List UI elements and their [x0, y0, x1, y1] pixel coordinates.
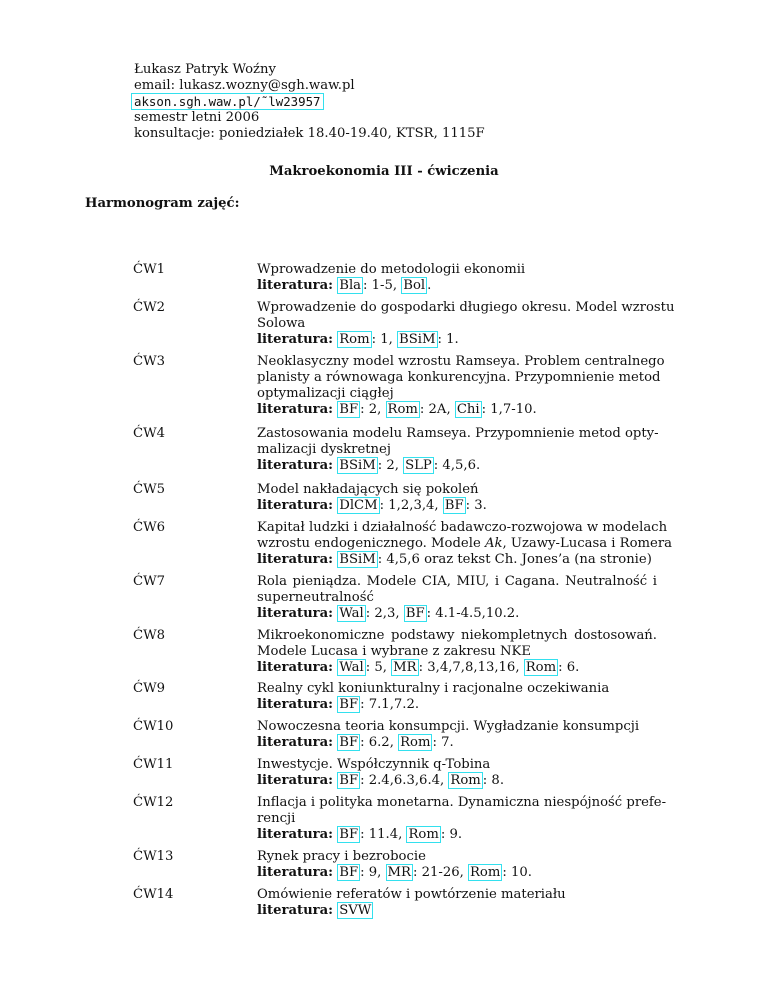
author-header — [134, 62, 485, 142]
semester-text: semestr letni 2006 — [134, 110, 260, 125]
literature-label: literatura: — [257, 773, 334, 788]
citation-link[interactable]: BF — [339, 865, 359, 880]
session-description — [257, 354, 665, 418]
citation-link[interactable]: BF — [444, 498, 464, 513]
description-line: optymalizacji ciągłej — [257, 386, 394, 401]
description-line: Rynek pracy i bezrobocie — [257, 849, 426, 864]
session-code: ĆW4 — [133, 426, 166, 441]
description-line: Kapitał ludzki i działalność badawczo-rozwojowa w modelach — [257, 520, 668, 535]
description-line: wzrostu endogenicznego. Modele Ak, Uzawy-Lucasa i Romera — [257, 536, 673, 551]
citation-link[interactable]: BSiM — [339, 552, 376, 567]
literature-label: literatura: — [257, 865, 334, 880]
citation-link[interactable]: BF — [339, 697, 359, 712]
citation-link[interactable]: Rom — [450, 773, 481, 788]
description-line: Modele Lucasa i wybrane z zakresu NKE — [257, 644, 531, 659]
literature-line: literatura: BF : 9, MR : 21-26, Rom : 10. — [257, 865, 532, 880]
citation-link[interactable]: Rom — [400, 735, 431, 750]
citation-link[interactable]: MR — [393, 660, 417, 675]
literature-line: literatura: BF : 2, Rom : 2A, Chi : 1,7-10. — [257, 402, 537, 417]
literature-line: literatura: BF : 11.4, Rom : 9. — [257, 827, 463, 842]
literature-line: literatura: Bla : 1-5, Bol . — [257, 278, 432, 293]
citation-link[interactable]: Rom — [339, 332, 370, 347]
citation-link[interactable]: BF — [339, 827, 359, 842]
session-code: ĆW5 — [133, 482, 166, 497]
literature-label: literatura: — [257, 903, 334, 918]
citation-link[interactable]: BSiM — [399, 332, 436, 347]
session-code: ĆW8 — [133, 628, 166, 643]
document-title: Makroekonomia III - ćwiczenia — [269, 164, 499, 179]
session-description — [257, 426, 657, 474]
session-description — [257, 482, 657, 514]
session-code: ĆW14 — [133, 887, 174, 902]
literature-label: literatura: — [257, 332, 334, 347]
citation-link[interactable]: Rom — [470, 865, 501, 880]
schedule-heading: Harmonogram zajęć: — [85, 196, 240, 211]
citation-link[interactable]: BF — [339, 773, 359, 788]
literature-label: literatura: — [257, 660, 334, 675]
session-code: ĆW1 — [133, 262, 166, 277]
description-line: Mikroekonomiczne podstawy niekompletnych dostosowań. — [257, 628, 657, 643]
citation-link[interactable]: MR — [387, 865, 411, 880]
citation-link[interactable]: SVW — [339, 903, 372, 918]
literature-line — [257, 903, 657, 919]
citation-link[interactable]: SLP — [405, 458, 432, 473]
description-line: rencji — [257, 811, 296, 826]
description-line: Neoklasyczny model wzrostu Ramseya. Problem centralnego — [257, 354, 665, 369]
citation-link[interactable]: Wal — [339, 606, 364, 621]
session-code: ĆW6 — [133, 520, 166, 535]
literature-line: literatura: BF : 6.2, Rom : 7. — [257, 735, 454, 750]
session-description — [257, 719, 657, 751]
session-description — [257, 757, 657, 789]
literature-line: literatura: BF : 2.4,6.3,6.4, Rom : 8. — [257, 773, 505, 788]
description-line: Inwestycje. Współczynnik q-Tobina — [257, 757, 491, 772]
session-description — [257, 262, 657, 294]
description-line: superneutralność — [257, 590, 374, 605]
literature-line: literatura: BSiM : 4,5,6 oraz tekst Ch. Jones’a (na stronie) — [257, 552, 652, 567]
literature-label: literatura: — [257, 827, 334, 842]
literature-label: literatura: — [257, 458, 334, 473]
literature-line: literatura: Rom : 1, BSiM : 1. — [257, 332, 459, 347]
description-line: Wprowadzenie do gospodarki długiego okresu. Model wzrostu — [257, 300, 675, 315]
literature-line: literatura: BSiM : 2, SLP : 4,5,6. — [257, 458, 481, 473]
session-code: ĆW13 — [133, 849, 174, 864]
description-line: Inflacja i polityka monetarna. Dynamiczna niespójność prefe- — [257, 795, 667, 810]
session-code: ĆW7 — [133, 574, 166, 589]
literature-label: literatura: — [257, 606, 334, 621]
session-description — [257, 795, 667, 843]
session-description — [257, 574, 657, 622]
literature-label: literatura: — [257, 498, 334, 513]
session-description — [257, 520, 673, 568]
description-line: Solowa — [257, 316, 306, 331]
literature-label: literatura: — [257, 697, 334, 712]
citation-link[interactable]: BF — [339, 735, 359, 750]
session-code: ĆW9 — [133, 681, 166, 696]
citation-link[interactable]: Rom — [387, 402, 418, 417]
literature-label: literatura: — [257, 735, 334, 750]
citation-link[interactable]: Chi — [456, 402, 480, 417]
description-line: Nowoczesna teoria konsumpcji. Wygładzanie konsumpcji — [257, 719, 640, 734]
literature-label: literatura: — [257, 552, 334, 567]
citation-link[interactable]: Rom — [408, 827, 439, 842]
literature-line: literatura: Wal : 2,3, BF : 4.1-4.5,10.2. — [257, 606, 520, 621]
description-line: Zastosowania modelu Ramseya. Przypomnienie metod opty- — [257, 426, 659, 441]
session-description — [257, 887, 657, 919]
session-description — [257, 300, 675, 348]
description-line: Rola pieniądza. Modele CIA, MIU, i Cagana. Neutralność i — [257, 574, 657, 589]
citation-link[interactable]: BF — [339, 402, 359, 417]
literature-line: literatura: BF : 7.1,7.2. — [257, 697, 420, 712]
session-description — [257, 681, 657, 713]
literature-line: literatura: DlCM : 1,2,3,4, BF : 3. — [257, 498, 487, 513]
session-code: ĆW11 — [133, 757, 174, 772]
citation-link[interactable]: DlCM — [339, 498, 378, 513]
homepage-link[interactable]: akson.sgh.waw.pl/˜lw23957 — [131, 93, 324, 110]
citation-link[interactable]: Rom — [525, 660, 557, 675]
session-description — [257, 849, 657, 881]
citation-link[interactable]: BSiM — [339, 458, 376, 473]
session-code: ĆW3 — [133, 354, 166, 369]
description-line: Realny cykl koniunkturalny i racjonalne oczekiwania — [257, 681, 610, 696]
author-name: Łukasz Patryk Woźny — [134, 62, 276, 77]
description-line: planisty a równowaga konkurencyjna. Przypomnienie metod — [257, 370, 661, 385]
literature-label: literatura: — [257, 278, 334, 293]
citation-link[interactable]: Bla — [339, 278, 362, 293]
citation-link[interactable]: Wal — [339, 660, 364, 675]
author-email: email: lukasz.wozny@sgh.waw.pl — [134, 78, 355, 93]
session-description — [257, 628, 657, 676]
literature-line: literatura: Wal : 5, MR : 3,4,7,8,13,16, Rom : 6. — [257, 660, 580, 675]
citation-link[interactable]: BF — [405, 606, 425, 621]
description-line: Omówienie referatów i powtórzenie materiału — [257, 887, 566, 902]
description-line: malizacji dyskretnej — [257, 442, 391, 457]
session-code: ĆW10 — [133, 719, 174, 734]
consultation-hours: konsultacje: poniedziałek 18.40-19.40, KTSR, 1115F — [134, 126, 485, 141]
session-code: ĆW12 — [133, 795, 174, 810]
citation-link[interactable]: Bol — [403, 278, 426, 293]
session-code: ĆW2 — [133, 300, 166, 315]
description-line: Model nakładających się pokoleń — [257, 482, 479, 497]
literature-label: literatura: — [257, 402, 334, 417]
description-line: Wprowadzenie do metodologii ekonomii — [257, 262, 526, 277]
